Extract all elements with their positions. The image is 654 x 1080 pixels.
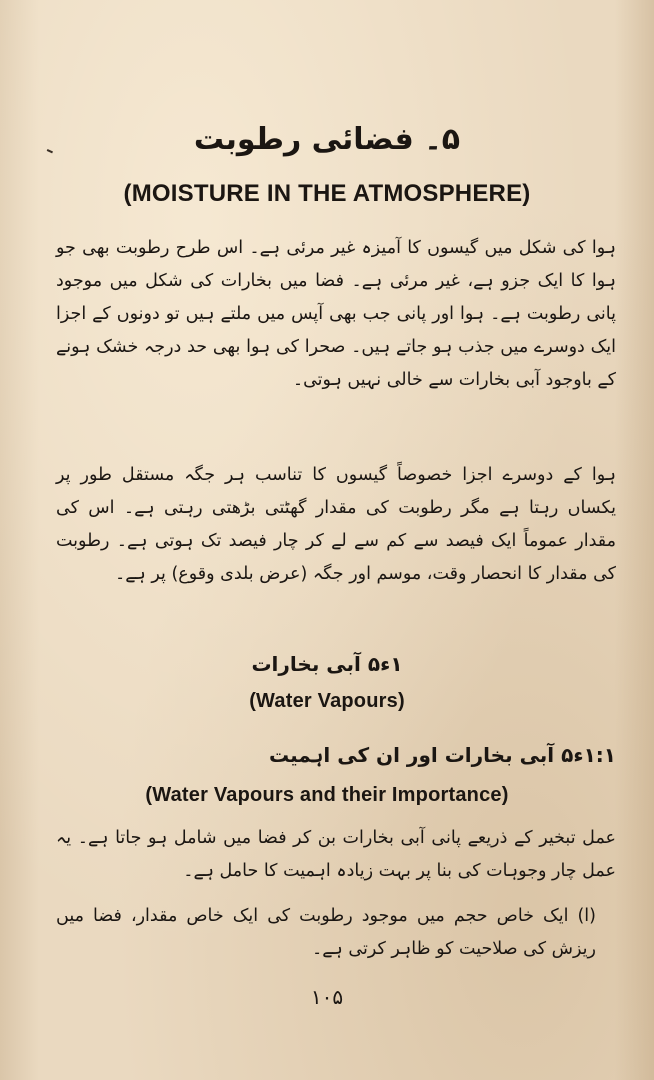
- paragraph-4: [56, 900, 596, 966]
- paragraph-3: [56, 822, 616, 888]
- page-number: ۱۰۵: [310, 985, 344, 1009]
- section-2-title-english: (Water Vapours and their Importance): [145, 784, 509, 806]
- chapter-title-urdu: ۵۔ فضائی رطوبت: [193, 122, 461, 157]
- paragraph-2: [56, 459, 616, 591]
- section-2-title-urdu: ۱:۱ء۵ آبی بخارات اور ان کی اہمیت: [268, 743, 616, 767]
- chapter-title-english: (MOISTURE IN THE ATMOSPHERE): [123, 180, 531, 207]
- paragraph-1: [56, 232, 616, 397]
- paragraph-4-text: (ا) ایک خاص حجم میں موجود رطوبت کی ایک خاص مقدار، فضا میں ریزش کی صلاحیت کو ظاہر کرتی ہے۔: [56, 906, 596, 959]
- section-1-title-english: (Water Vapours): [249, 690, 405, 712]
- paragraph-2-text: ہوا کے دوسرے اجزا خصوصاً گیسوں کا تناسب ہر جگہ مستقل طور پر یکساں رہتا ہے مگر رطوبت کی مقدار گھٹتی بڑھتی رہتی ہے۔ اس کی مقدار عموماً ایک فیصد سے کم سے لے کر چار فیصد تک ہوتی ہے۔ رطوبت کی مقدار کا انحصار وقت، موسم اور جگہ (عرض بلدی وقوع) پر ہے۔: [56, 465, 616, 584]
- section-1-title-urdu: ۱ء۵ آبی بخارات: [251, 652, 403, 676]
- paragraph-3-text: عمل تبخیر کے ذریعے پانی آبی بخارات بن کر فضا میں شامل ہو جاتا ہے۔ یہ عمل چار وجوہات کی بنا پر بہت زیادہ اہمیت کا حامل ہے۔: [56, 828, 616, 881]
- paragraph-1-text: ہوا کی شکل میں گیسوں کا آمیزہ غیر مرئی ہے۔ اس طرح رطوبت بھی جو ہوا کا ایک جزو ہے، غیر مرئی ہے۔ فضا میں بخارات کی شکل میں موجود پانی رطوبت ہے۔ ہوا اور پانی جب بھی آپس میں ملتے ہیں تو دونوں کے اجزا ایک دوسرے میں جذب ہو جاتے ہیں۔ صحرا کی ہوا بھی حد درجہ خشک ہونے کے باوجود آبی بخارات سے خالی نہیں ہوتی۔: [56, 238, 616, 390]
